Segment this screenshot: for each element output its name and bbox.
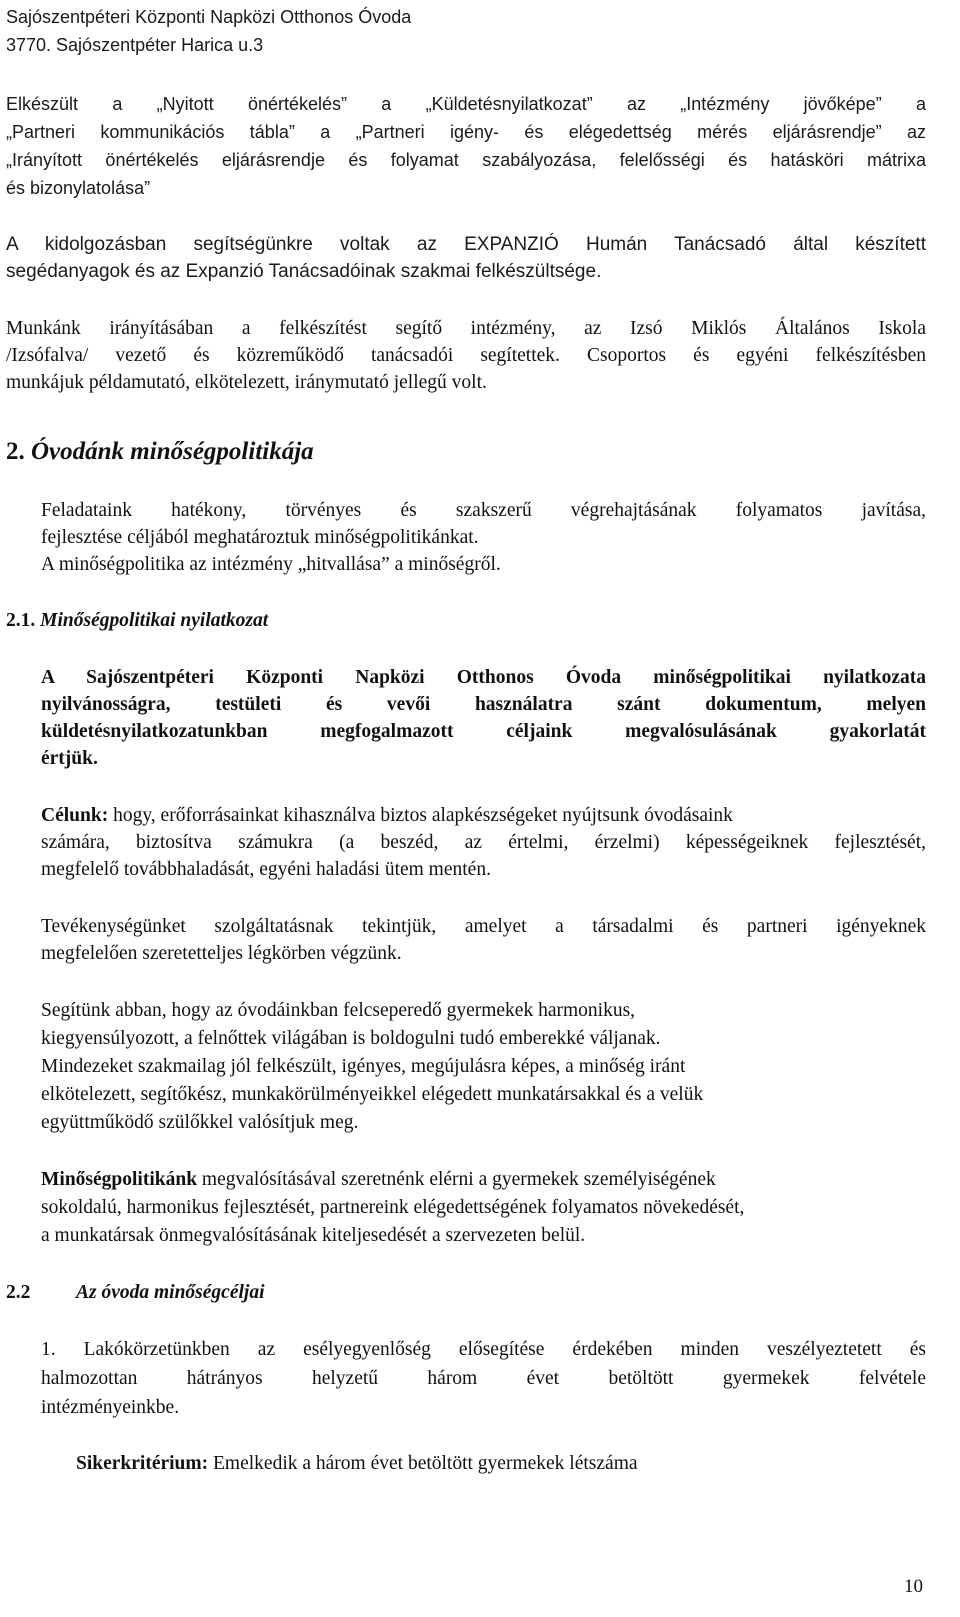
section-2-line: Feladataink hatékony, törvényes és szakszerű végrehajtásának folyamatos javítása,: [41, 500, 926, 521]
minosegpolitika-line-first: [41, 1167, 716, 1193]
section-2-heading: [6, 437, 314, 467]
segitunk-line: együttműködő szülőkkel valósítjuk meg.: [41, 1112, 359, 1133]
munkank-line: /Izsófalva/ vezető és közreműködő tanácsadói segítettek. Csoportos és egyéni felkészítésben: [6, 345, 926, 366]
section-2-1-number: 2.1.: [6, 610, 36, 631]
minosegpolitika-line: a munkatársak önmegvalósításának kiteljesedését a szervezeten belül.: [41, 1225, 586, 1246]
tevekenyseg-line: Tevékenységünket szolgáltatásnak tekintjük, amelyet a társadalmi és partneri igényeknek: [41, 916, 926, 937]
sikerkriterium-label: Sikerkritérium:: [76, 1453, 209, 1474]
page-number: 10: [904, 1576, 923, 1597]
celunk-line: megfelelő továbbhaladását, egyéni haladási ütem mentén.: [41, 859, 491, 880]
minosegpolitika-label: Minőségpolitikánk: [41, 1169, 198, 1190]
goal-item-line: 1. Lakókörzetünkben az esélyegyenlőség elősegítése érdekében minden veszélyeztetett és: [41, 1339, 926, 1360]
celunk-text: hogy, erőforrásainkat kihasználva biztos alapkészségeket nyújtsunk óvodásaink: [108, 805, 733, 826]
declaration-line: A Sajószentpéteri Központi Napközi Otthonos Óvoda minőségpolitikai nyilatkozata: [41, 667, 926, 688]
tevekenyseg-line: megfelelően szeretetteljes légkörben végzünk.: [41, 943, 402, 964]
minosegpolitika-line: sokoldalú, harmonikus fejlesztését, partnereink elégedettségének folyamatos növekedését,: [41, 1197, 745, 1218]
expanzio-line: segédanyagok és az Expanzió Tanácsadóinak szakmai felkészültsége.: [6, 261, 602, 282]
section-2-2-number: 2.2: [6, 1282, 31, 1303]
celunk-line: számára, biztosítva számukra (a beszéd, az értelmi, érzelmi) képességeiknek fejlesztését,: [41, 832, 926, 853]
declaration-line: küldetésnyilatkozatunkban megfogalmazott céljaink megvalósulásának gyakorlatát: [41, 721, 926, 742]
goal-item-line: intézményeinkbe.: [41, 1397, 180, 1418]
segitunk-line: Segítünk abban, hogy az óvodáinkban felcseperedő gyermekek harmonikus,: [41, 1000, 636, 1021]
munkank-line: Munkánk irányításában a felkészítést segítő intézmény, az Izsó Miklós Általános Iskola: [6, 318, 926, 339]
munkank-line: munkájuk példamutató, elkötelezett, iránymutató jellegű volt.: [6, 372, 487, 393]
section-2-number: 2.: [6, 438, 25, 465]
declaration-line: értjük.: [41, 748, 98, 769]
celunk-line-first: [41, 803, 733, 829]
section-2-1-heading: [6, 608, 268, 634]
sikerkriterium-line: [76, 1451, 638, 1477]
section-2-line: fejlesztése céljából meghatároztuk minőségpolitikánkat.: [41, 527, 479, 548]
segitunk-line: kiegyensúlyozott, a felnőttek világában is boldogulni tudó emberekké váljanak.: [41, 1028, 661, 1049]
expanzio-line: A kidolgozásban segítségünkre voltak az EXPANZIÓ Humán Tanácsadó által készített: [6, 234, 926, 255]
declaration-line: nyilvánosságra, testületi és vevői használatra szánt dokumentum, melyen: [41, 694, 926, 715]
goal-item-line: halmozottan hátrányos helyzetű három évet betöltött gyermekek felvétele: [41, 1368, 926, 1389]
segitunk-line: Mindezeket szakmailag jól felkészült, igényes, megújulásra képes, a minőség iránt: [41, 1056, 686, 1077]
section-2-1-title: Minőségpolitikai nyilatkozat: [40, 610, 269, 631]
header-institution-name: Sajószentpéteri Központi Napközi Otthonos Óvoda: [6, 7, 412, 27]
section-2-line: A minőségpolitika az intézmény „hitvallása” a minőségről.: [41, 554, 501, 575]
intro-line: „Partneri kommunikációs tábla” a „Partneri igény- és elégedettség mérés eljárásrendje” az: [6, 122, 926, 142]
segitunk-line: elkötelezett, segítőkész, munkakörülményeikkel elégedett munkatársakkal és a velük: [41, 1084, 704, 1105]
section-2-2-title: Az óvoda minőségcéljai: [76, 1282, 265, 1303]
header-address: 3770. Sajószentpéter Harica u.3: [6, 35, 264, 55]
section-2-title: Óvodánk minőségpolitikája: [31, 438, 314, 465]
intro-line: Elkészült a „Nyitott önértékelés” a „Küldetésnyilatkozat” az „Intézmény jövőképe” a: [6, 94, 926, 114]
celunk-label: Célunk:: [41, 805, 109, 826]
intro-line: „Irányított önértékelés eljárásrendje és folyamat szabályozása, felelősségi és hatásköri mátrixa: [6, 150, 926, 170]
sikerkriterium-text: Emelkedik a három évet betöltött gyermekek létszáma: [208, 1453, 638, 1474]
minosegpolitika-text: megvalósításával szeretnénk elérni a gyermekek személyiségének: [197, 1169, 716, 1190]
intro-line: és bizonylatolása”: [6, 178, 151, 198]
